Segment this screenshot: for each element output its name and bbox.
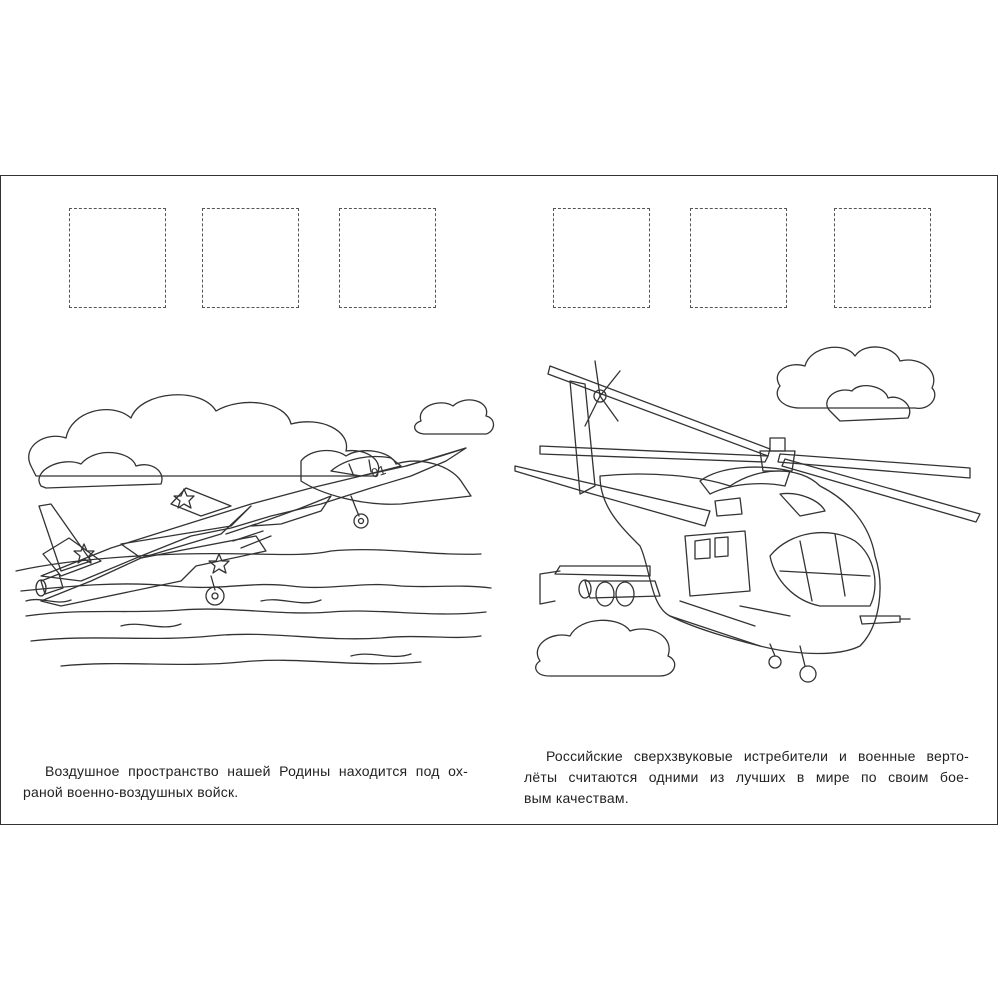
letter-box-5[interactable] <box>690 208 787 308</box>
caption-line: раной военно-воздушных войск. <box>23 784 239 800</box>
caption-line: Российские сверхзвуковые истребители и военные верто- <box>546 748 969 764</box>
rotor-blade <box>778 454 970 478</box>
left-page <box>1 176 500 824</box>
star-insignia <box>174 489 194 508</box>
jet-tail-number: 01 <box>369 462 388 481</box>
cabin-window <box>715 537 728 557</box>
letter-box-1[interactable] <box>69 208 166 308</box>
caption-line: лёты считаются одними из лучших в мире по своим боe- <box>524 769 969 785</box>
cloud <box>39 452 162 488</box>
rotor-blade <box>782 459 980 522</box>
rotor-blade <box>548 366 770 456</box>
cloud <box>301 451 471 505</box>
caption-line: вым качествам. <box>524 790 629 806</box>
right-page <box>500 176 999 824</box>
jet-fuselage <box>41 448 466 581</box>
landing-gear-wheel <box>769 656 781 668</box>
tail-fin <box>570 381 595 494</box>
coloring-book-spread <box>0 175 998 825</box>
letter-box-6[interactable] <box>834 208 931 308</box>
letter-box-4[interactable] <box>553 208 650 308</box>
landing-gear-wheel <box>800 666 816 682</box>
cloud <box>536 620 675 676</box>
fighter-jet-illustration <box>1 376 500 706</box>
stub-wing <box>555 566 650 576</box>
rotor-blade <box>540 446 768 462</box>
landing-gear-wheel <box>354 514 368 528</box>
letter-box-2[interactable] <box>202 208 299 308</box>
jet-canopy <box>331 457 401 476</box>
left-page-caption <box>23 761 468 803</box>
cloud <box>777 347 935 408</box>
cabin-window <box>695 539 710 559</box>
letter-box-3[interactable] <box>339 208 436 308</box>
caption-line: Воздушное пространство нашей Родины находится под ох- <box>45 763 468 779</box>
right-page-caption <box>524 746 969 809</box>
cloud <box>827 386 910 421</box>
star-insignia <box>209 554 229 573</box>
helicopter-illustration <box>500 326 999 706</box>
nose-cannon <box>860 616 900 624</box>
cockpit-canopy <box>770 533 875 606</box>
cloud <box>415 400 494 434</box>
